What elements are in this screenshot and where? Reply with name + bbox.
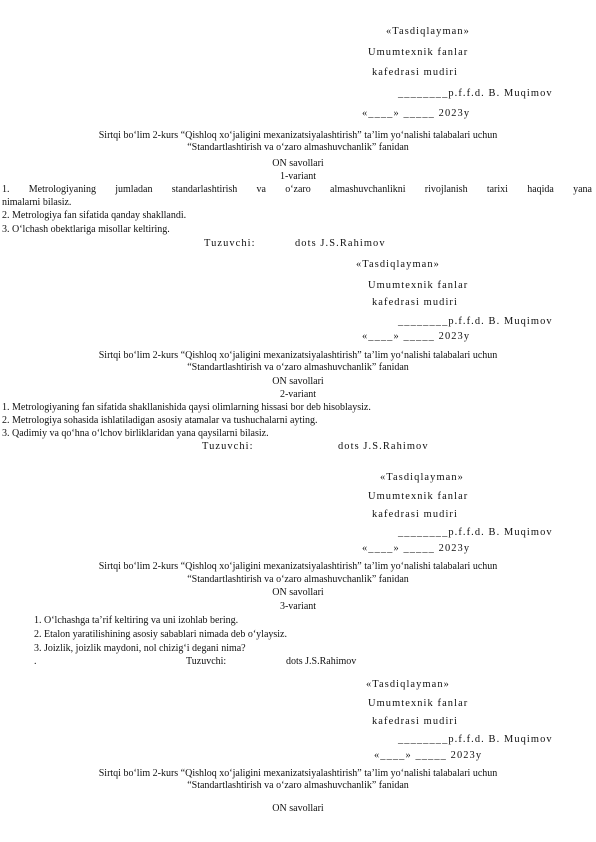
question-1: 1. O‘lchashga ta’rif keltiring va uni izohlab bering. — [34, 615, 239, 626]
header-line-1: Sirtqi bo‘lim 2-kurs “Qishloq xo‘jaligini mexanizatsiyalashtirish” ta’lim yo‘nalishi talabalari uchun — [98, 350, 498, 361]
approval-signature: ________p.f.f.d. B. Muqimov — [398, 734, 553, 745]
author-label: Tuzuvchi: — [186, 656, 227, 667]
question-2: 2. Metrologiya fan sifatida qanday shakllandi. — [2, 210, 187, 221]
header-line-1: Sirtqi bo‘lim 2-kurs “Qishloq xo‘jaligini mexanizatsiyalashtirish” ta’lim yo‘nalishi talabalari uchun — [98, 130, 498, 141]
question-1: 1. Metrologiyaning jumladan standarlashtirish va o‘zaro almashuvchanlikni rivojlanish tarixi haqida yana — [2, 184, 592, 195]
question-3: 3. O‘lchash obektlariga misollar keltiring. — [2, 224, 170, 235]
approval-signature: ________p.f.f.d. B. Muqimov — [398, 88, 553, 99]
list-marker: . — [34, 656, 37, 667]
subtitle: ON savollari — [272, 376, 324, 387]
variant-label: 1-variant — [279, 171, 317, 182]
author-label: Tuzuvchi: — [204, 238, 256, 249]
question-1-cont: nimalarni bilasiz. — [2, 197, 72, 208]
author-label: Tuzuvchi: — [202, 441, 254, 452]
approval-department: Umumtexnik fanlar — [368, 280, 469, 291]
variant-label: 3-variant — [279, 601, 317, 612]
approval-position: kafedrasi mudiri — [372, 297, 458, 308]
author-name: dots J.S.Rahimov — [286, 656, 357, 667]
approval-signature: ________p.f.f.d. B. Muqimov — [398, 527, 553, 538]
approval-date: «____» _____ 2023y — [362, 331, 471, 342]
author-name: dots J.S.Rahimov — [338, 441, 429, 452]
approval-date: «____» _____ 2023y — [374, 750, 483, 761]
header-line-2: “Standartlashtirish va o‘zaro almashuvchanlik” fanidan — [187, 780, 409, 791]
approval-position: kafedrasi mudiri — [372, 509, 458, 520]
header-line-2: “Standartlashtirish va o‘zaro almashuvchanlik” fanidan — [187, 142, 409, 153]
approval-department: Umumtexnik fanlar — [368, 491, 469, 502]
approval-department: Umumtexnik fanlar — [368, 698, 469, 709]
approval-date: «____» _____ 2023y — [362, 543, 471, 554]
approval-position: kafedrasi mudiri — [372, 716, 458, 727]
header-line-1: Sirtqi bo‘lim 2-kurs “Qishloq xo‘jaligini mexanizatsiyalashtirish” ta’lim yo‘nalishi talabalari uchun — [98, 561, 498, 572]
approval-title: «Tasdiqlayman» — [386, 26, 470, 37]
question-2: 2. Etalon yaratilishining asosiy sabablari nimada deb o‘ylaysiz. — [34, 629, 287, 640]
approval-department: Umumtexnik fanlar — [368, 47, 469, 58]
approval-signature: ________p.f.f.d. B. Muqimov — [398, 316, 553, 327]
header-line-2: “Standartlashtirish va o‘zaro almashuvchanlik” fanidan — [187, 362, 409, 373]
header-line-2: “Standartlashtirish va o‘zaro almashuvchanlik” fanidan — [187, 574, 409, 585]
question-1: 1. Metrologiyaning fan sifatida shakllanishida qaysi olimlarning hissasi bor deb hisoblaysiz. — [2, 402, 371, 413]
approval-title: «Tasdiqlayman» — [380, 472, 464, 483]
author-name: dots J.S.Rahimov — [295, 238, 386, 249]
approval-position: kafedrasi mudiri — [372, 67, 458, 78]
subtitle: ON savollari — [272, 587, 324, 598]
approval-title: «Tasdiqlayman» — [356, 259, 440, 270]
question-2: 2. Metrologiya sohasida ishlatiladigan asosiy atamalar va tushuchalarni ayting. — [2, 415, 318, 426]
approval-date: «____» _____ 2023y — [362, 108, 471, 119]
subtitle: ON savollari — [272, 158, 324, 169]
header-line-1: Sirtqi bo‘lim 2-kurs “Qishloq xo‘jaligini mexanizatsiyalashtirish” ta’lim yo‘nalishi talabalari uchun — [98, 768, 498, 779]
question-3: 3. Joizlik, joizlik maydoni, nol chizig‘i degani nima? — [34, 643, 246, 654]
variant-label: 2-variant — [279, 389, 317, 400]
question-3: 3. Qadimiy va qo‘hna o‘lchov birliklaridan yana qaysilarni bilasiz. — [2, 428, 269, 439]
approval-title: «Tasdiqlayman» — [366, 679, 450, 690]
subtitle: ON savollari — [272, 803, 324, 814]
